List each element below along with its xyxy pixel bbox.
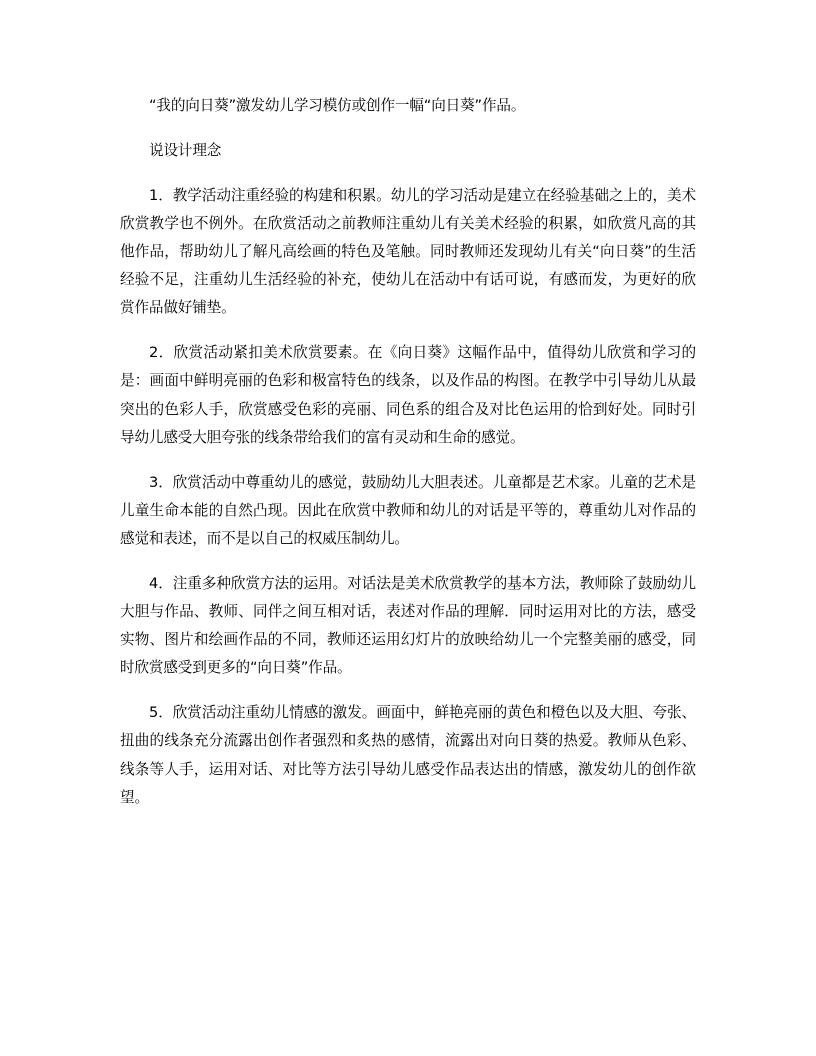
paragraph-1: 1．教学活动注重经验的构建和积累。幼儿的学习活动是建立在经验基础之上的，美术欣赏教学也不例外。在欣赏活动之前教师注重幼儿有关美术经验的积累，如欣赏凡高的其他作品，帮助幼儿了解凡高绘画的特色及笔触。同时教师还发现幼儿有关“向日葵”的生活经验不足，注重幼儿生活经验的补充，使幼儿在活动中有话可说，有感而发，为更好的欣赏作品做好铺垫。 [120,186,696,317]
intro-paragraph: “我的向日葵”激发幼儿学习模仿或创作一幅“向日葵”作品。 [149,97,526,114]
section-heading: 说设计理念 [149,141,222,159]
paragraph-2: 2．欣赏活动紧扣美术欣赏要素。在《向日葵》这幅作品中，值得幼儿欣赏和学习的是：画面中鲜明亮丽的色彩和极富特色的线条，以及作品的构图。在教学中引导幼儿从最突出的色彩人手，欣赏感受色彩的亮丽、同色系的组合及对比色运用的恰到好处。同时引导幼儿感受大胆夸张的线条带给我们的富有灵动和生命的感觉。 [120,344,696,446]
paragraph-4: 4．注重多种欣赏方法的运用。对话法是美术欣赏教学的基本方法，教师除了鼓励幼儿大胆与作品、教师、同伴之间互相对话，表述对作品的理解．同时运用对比的方法，感受实物、图片和绘画作品的不同，教师还运用幻灯片的放映给幼儿一个完整美丽的感受，同时欣赏感受到更多的“向日葵”作品。 [120,574,696,677]
paragraph-5: 5．欣赏活动注重幼儿情感的激发。画面中，鲜艳亮丽的黄色和橙色以及大胆、夸张、扭曲的线条充分流露出创作者强烈和炙热的感情，流露出对向日葵的热爱。教师从色彩、线条等人手，运用对话、对比等方法引导幼儿感受作品表达出的情感，激发幼儿的创作欲望。 [120,704,696,806]
paragraph-3: 3．欣赏活动中尊重幼儿的感觉，鼓励幼儿大胆表述。儿童都是艺术家。儿童的艺术是儿童生命本能的自然凸现。因此在欣赏中教师和幼儿的对话是平等的，尊重幼儿对作品的感觉和表述，而不是以自己的权威压制幼儿。 [120,473,696,548]
